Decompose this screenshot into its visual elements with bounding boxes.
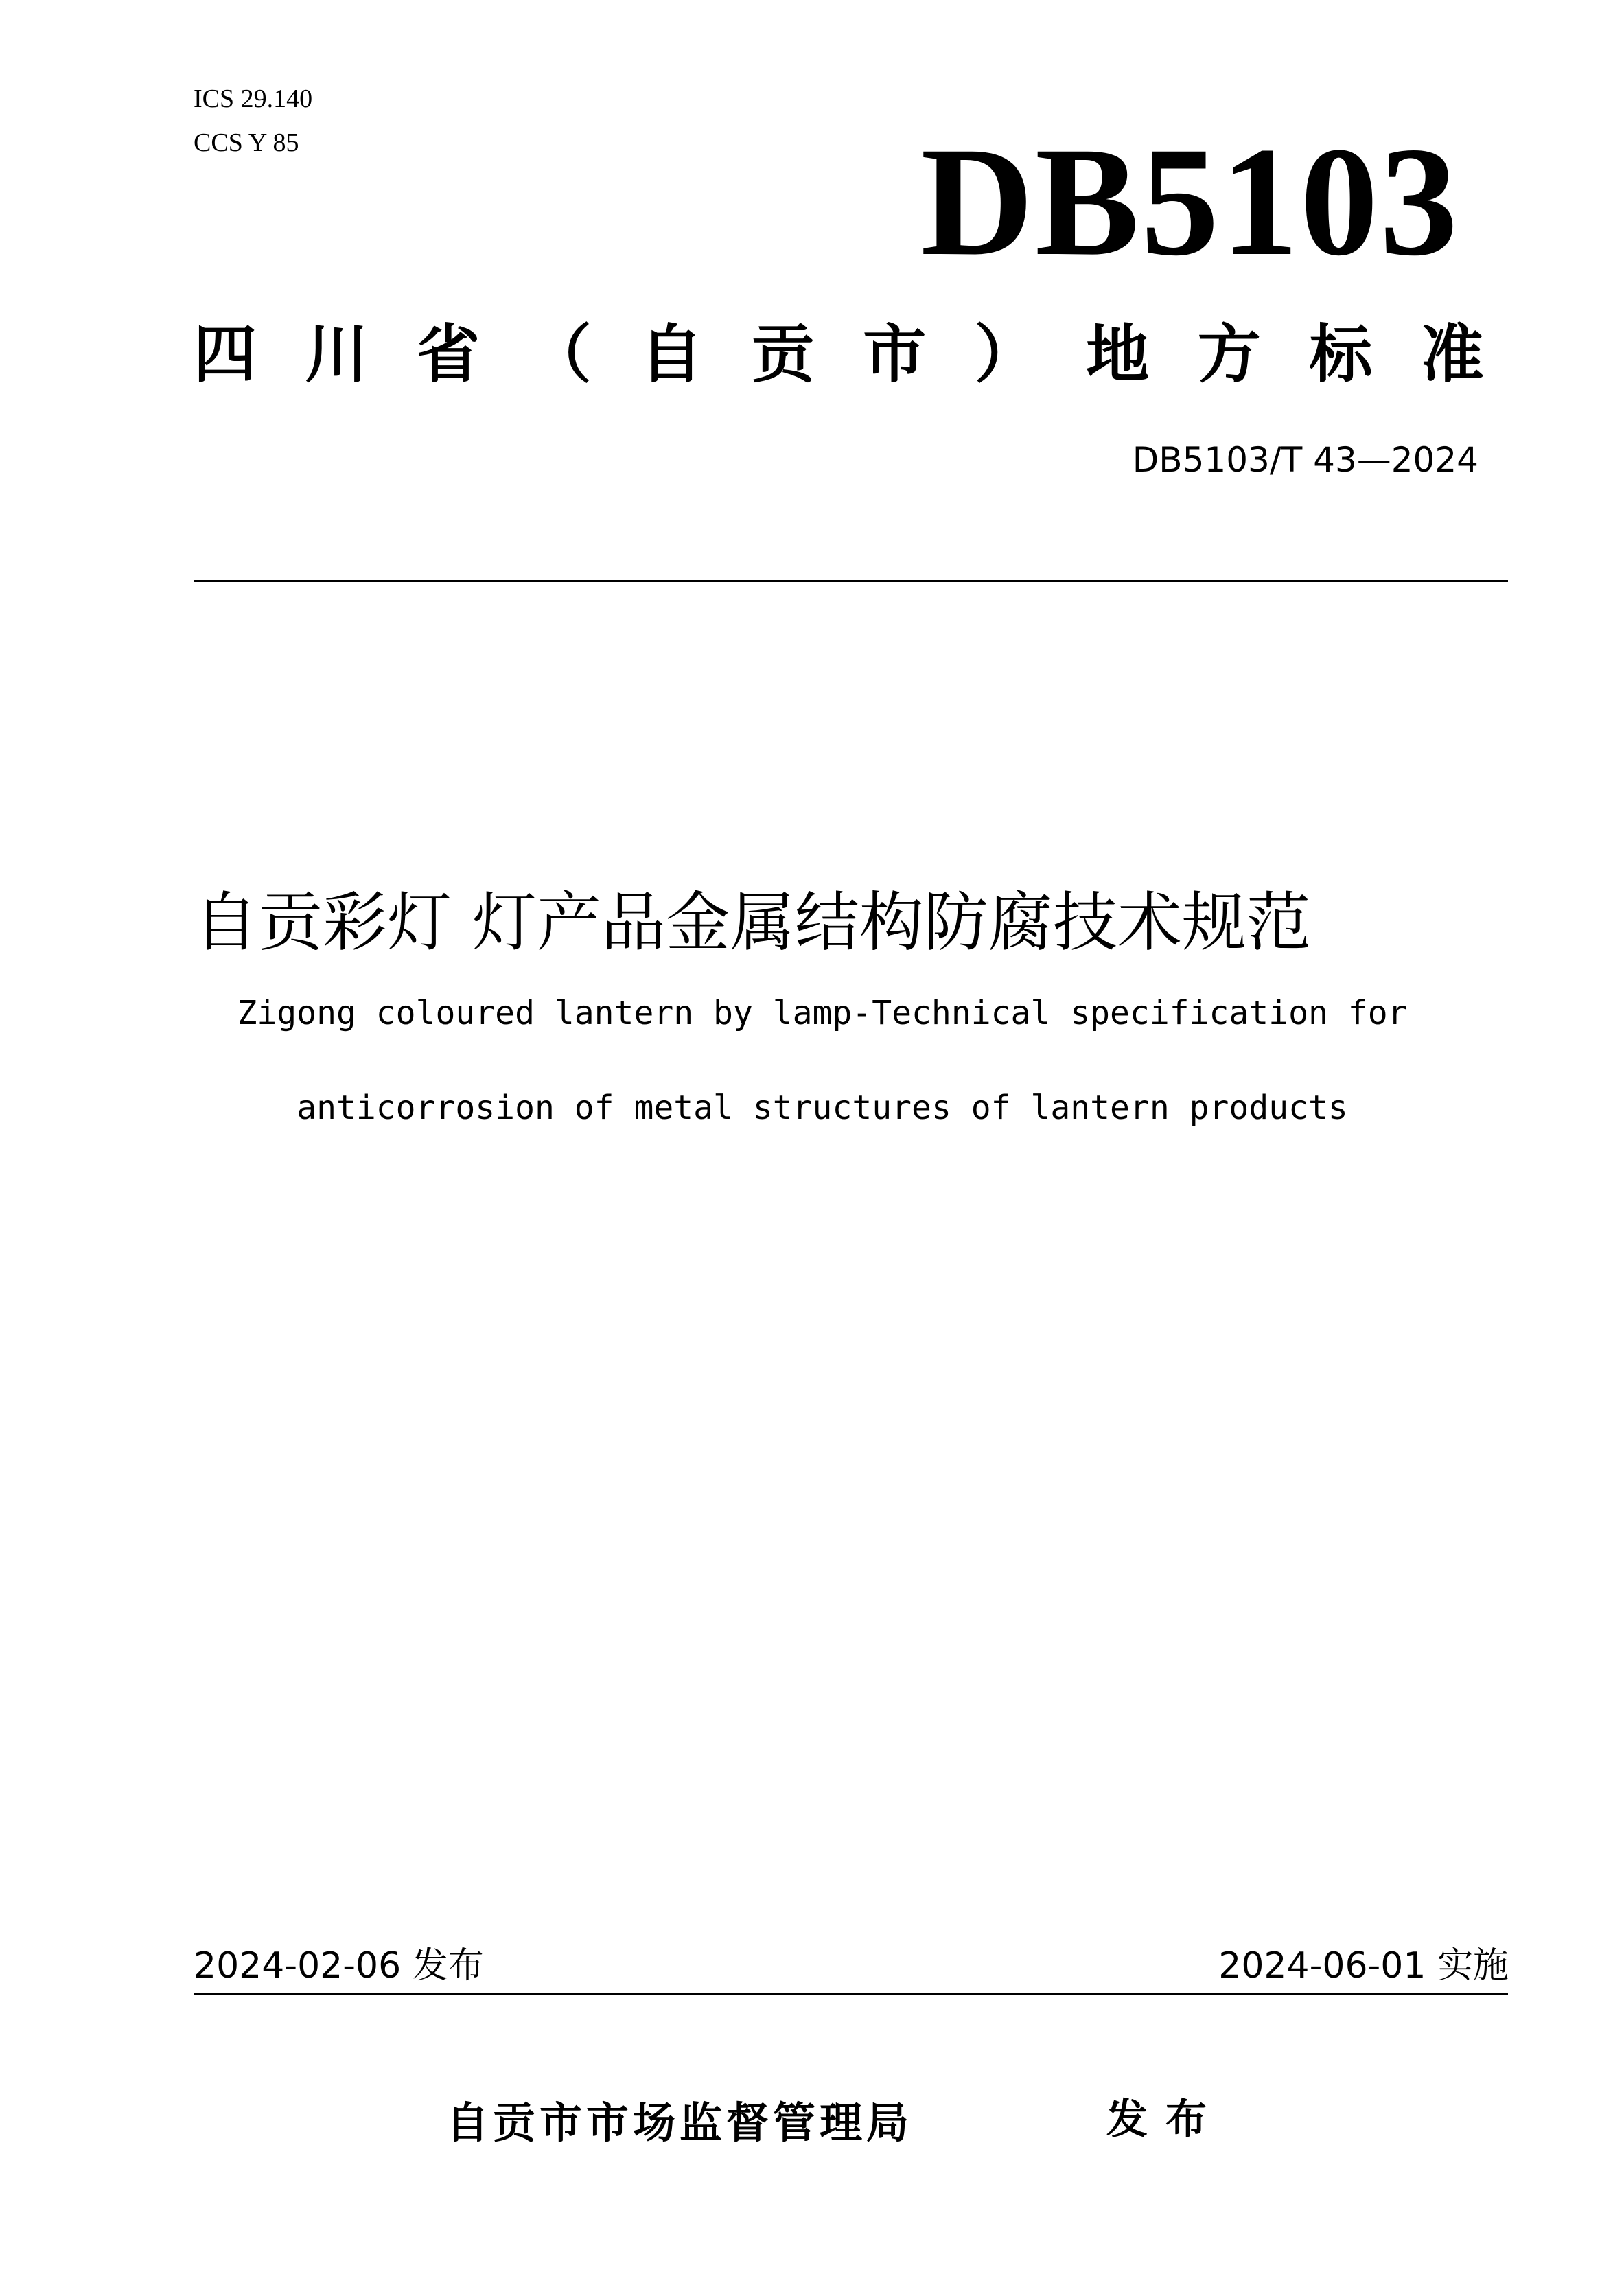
standard-type-char: 标 <box>1309 318 1373 391</box>
standard-type <box>194 317 1484 393</box>
ccs-code: CCS Y 85 <box>194 128 299 157</box>
release-date: 2024-02-06 发布 <box>194 1945 484 1986</box>
standard-type-char: 四 <box>194 318 257 391</box>
title-english-line-1: Zigong coloured lantern by lamp-Technical specification for <box>237 994 1408 1032</box>
footer-divider <box>194 1993 1508 1995</box>
standard-type-char: 方 <box>1197 318 1261 391</box>
standard-type-char: 川 <box>305 318 369 391</box>
standard-type-char: （ <box>528 318 592 391</box>
issue-label: 发布 <box>1106 2096 1225 2144</box>
standard-type-char: 市 <box>863 318 927 391</box>
title-english-line-2: anticorrosion of metal structures of lantern products <box>297 1089 1348 1127</box>
header-divider <box>194 580 1508 582</box>
standard-type-char: 省 <box>417 318 480 391</box>
standard-type-char: 准 <box>1420 318 1484 391</box>
issuing-authority: 自贡市市场监督管理局 <box>446 2098 914 2148</box>
standard-number: DB5103/T 43—2024 <box>1132 440 1478 480</box>
ics-code: ICS 29.140 <box>194 84 313 113</box>
standard-type-char: 贡 <box>751 318 815 391</box>
standard-mark: DB5103 <box>920 115 1459 288</box>
implementation-date: 2024-06-01 实施 <box>1218 1945 1509 1986</box>
title-chinese: 自贡彩灯 灯产品金属结构防腐技术规范 <box>194 885 1311 960</box>
standard-type-char: 地 <box>1086 318 1150 391</box>
classification-codes <box>194 77 312 165</box>
standard-type-char: 自 <box>640 318 704 391</box>
standard-type-char: ） <box>974 318 1038 391</box>
